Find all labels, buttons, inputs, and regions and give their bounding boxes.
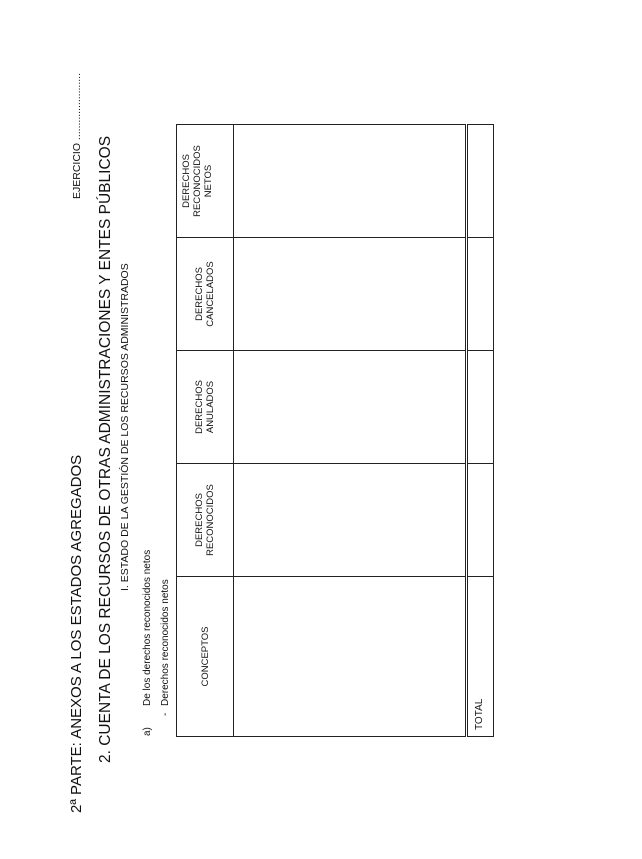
subsection-title: I. ESTADO DE LA GESTIÓN DE LOS RECURSOS ADMINISTRADOS [119, 263, 131, 591]
cell-netos [234, 125, 467, 238]
col-header-cancelados: DERECHOS CANCELADOS [177, 238, 234, 351]
table-body-row [234, 125, 467, 737]
col-header-anulados: DERECHOS ANULADOS [177, 351, 234, 464]
cell-total-anulados [467, 351, 494, 464]
item-text: De los derechos reconocidos netos [142, 549, 153, 706]
sub-item-text: Derechos reconocidos netos [160, 579, 171, 706]
exercise-field: EJERCICIO ....................... [71, 72, 83, 199]
col-header-conceptos: CONCEPTOS [177, 577, 234, 737]
cell-cancelados [234, 238, 467, 351]
total-label: TOTAL [474, 698, 485, 730]
cell-anulados [234, 351, 467, 464]
cell-total-netos [467, 125, 494, 238]
cell-total-reconocidos [467, 464, 494, 577]
cell-total-label [467, 577, 494, 737]
col-header-netos: DERECHOS RECONOCIDOS NETOS [177, 125, 234, 238]
rights-table [176, 124, 494, 737]
table-header-row [177, 125, 234, 737]
sub-item-dash: - [160, 712, 171, 716]
cell-total-cancelados [467, 238, 494, 351]
cell-conceptos [234, 577, 467, 737]
section-title: 2. CUENTA DE LOS RECURSOS DE OTRAS ADMINISTRACIONES Y ENTES PÚBLICOS [97, 135, 114, 763]
table-total-row [467, 125, 494, 737]
cell-reconocidos [234, 464, 467, 577]
item-letter: a) [142, 727, 153, 736]
col-header-reconocidos: DERECHOS RECONOCIDOS [177, 464, 234, 577]
part-title: 2ª PARTE: ANEXOS A LOS ESTADOS AGREGADOS [68, 454, 85, 813]
